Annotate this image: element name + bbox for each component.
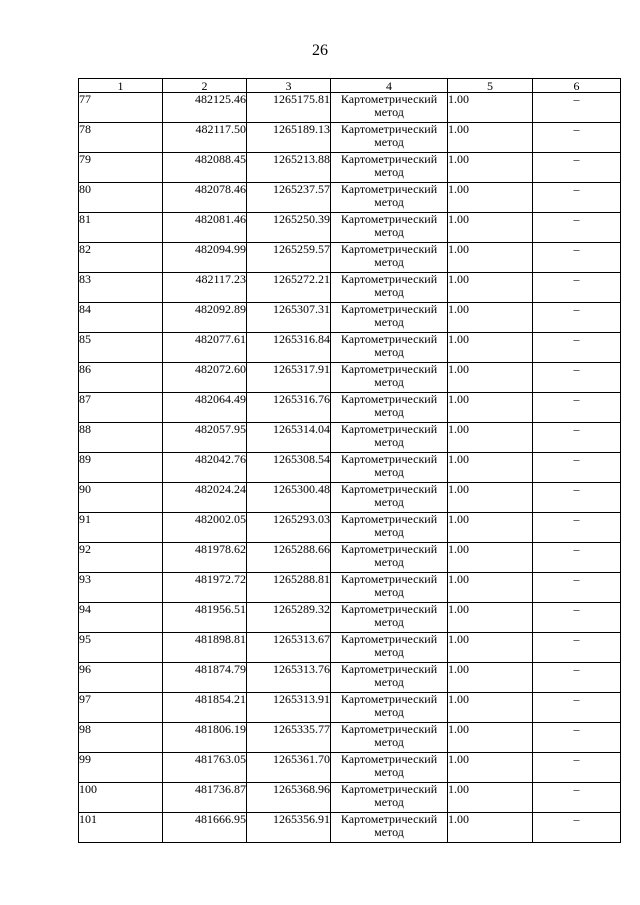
table-row: [79, 573, 621, 603]
y-coordinate-cell: 1265272.21: [247, 273, 331, 303]
column-header-6: 6: [533, 79, 621, 93]
note-cell: –: [533, 513, 621, 543]
x-coordinate-cell: 482072.60: [163, 363, 247, 393]
accuracy-cell: 1.00: [448, 453, 533, 483]
y-coordinate-cell: 1265316.76: [247, 393, 331, 423]
method-cell: Картометрический метод: [331, 453, 448, 483]
y-coordinate-cell: 1265313.76: [247, 663, 331, 693]
accuracy-cell: 1.00: [448, 603, 533, 633]
accuracy-cell: 1.00: [448, 693, 533, 723]
method-cell: Картометрический метод: [331, 303, 448, 333]
note-cell: –: [533, 333, 621, 363]
note-cell: –: [533, 753, 621, 783]
note-cell: –: [533, 453, 621, 483]
y-coordinate-cell: 1265175.81: [247, 93, 331, 123]
point-number-cell: 95: [79, 633, 163, 663]
x-coordinate-cell: 482024.24: [163, 483, 247, 513]
y-coordinate-cell: 1265368.96: [247, 783, 331, 813]
table-row: [79, 633, 621, 663]
x-coordinate-cell: 482064.49: [163, 393, 247, 423]
y-coordinate-cell: 1265250.39: [247, 213, 331, 243]
point-number-cell: 82: [79, 243, 163, 273]
accuracy-cell: 1.00: [448, 123, 533, 153]
point-number-cell: 86: [79, 363, 163, 393]
accuracy-cell: 1.00: [448, 723, 533, 753]
table-row: [79, 243, 621, 273]
y-coordinate-cell: 1265288.81: [247, 573, 331, 603]
table-row: [79, 393, 621, 423]
table-row: [79, 513, 621, 543]
column-header-3: 3: [247, 79, 331, 93]
x-coordinate-cell: 481806.19: [163, 723, 247, 753]
y-coordinate-cell: 1265237.57: [247, 183, 331, 213]
accuracy-cell: 1.00: [448, 93, 533, 123]
point-number-cell: 88: [79, 423, 163, 453]
table-row: [79, 663, 621, 693]
accuracy-cell: 1.00: [448, 663, 533, 693]
point-number-cell: 80: [79, 183, 163, 213]
method-cell: Картометрический метод: [331, 243, 448, 273]
table-row: [79, 423, 621, 453]
note-cell: –: [533, 243, 621, 273]
x-coordinate-cell: 482117.50: [163, 123, 247, 153]
method-cell: Картометрический метод: [331, 423, 448, 453]
note-cell: –: [533, 693, 621, 723]
table-row: [79, 783, 621, 813]
note-cell: –: [533, 153, 621, 183]
method-cell: Картометрический метод: [331, 753, 448, 783]
x-coordinate-cell: 482077.61: [163, 333, 247, 363]
note-cell: –: [533, 93, 621, 123]
note-cell: –: [533, 723, 621, 753]
method-cell: Картометрический метод: [331, 693, 448, 723]
point-number-cell: 99: [79, 753, 163, 783]
y-coordinate-cell: 1265361.70: [247, 753, 331, 783]
table-row: [79, 753, 621, 783]
table-row: [79, 123, 621, 153]
accuracy-cell: 1.00: [448, 783, 533, 813]
table-header-row: [79, 79, 621, 93]
table-row: [79, 453, 621, 483]
point-number-cell: 83: [79, 273, 163, 303]
y-coordinate-cell: 1265289.32: [247, 603, 331, 633]
accuracy-cell: 1.00: [448, 153, 533, 183]
note-cell: –: [533, 273, 621, 303]
table-row: [79, 603, 621, 633]
method-cell: Картометрический метод: [331, 183, 448, 213]
x-coordinate-cell: 481898.81: [163, 633, 247, 663]
point-number-cell: 92: [79, 543, 163, 573]
x-coordinate-cell: 481972.72: [163, 573, 247, 603]
point-number-cell: 90: [79, 483, 163, 513]
x-coordinate-cell: 481956.51: [163, 603, 247, 633]
table-row: [79, 213, 621, 243]
x-coordinate-cell: 482092.89: [163, 303, 247, 333]
method-cell: Картометрический метод: [331, 363, 448, 393]
x-coordinate-cell: 482125.46: [163, 93, 247, 123]
point-number-cell: 94: [79, 603, 163, 633]
table-body: [79, 93, 621, 843]
y-coordinate-cell: 1265259.57: [247, 243, 331, 273]
point-number-cell: 93: [79, 573, 163, 603]
x-coordinate-cell: 482078.46: [163, 183, 247, 213]
note-cell: –: [533, 423, 621, 453]
method-cell: Картометрический метод: [331, 723, 448, 753]
x-coordinate-cell: 482057.95: [163, 423, 247, 453]
table-row: [79, 153, 621, 183]
x-coordinate-cell: 481854.21: [163, 693, 247, 723]
accuracy-cell: 1.00: [448, 483, 533, 513]
method-cell: Картометрический метод: [331, 393, 448, 423]
point-number-cell: 87: [79, 393, 163, 423]
point-number-cell: 89: [79, 453, 163, 483]
x-coordinate-cell: 482117.23: [163, 273, 247, 303]
method-cell: Картометрический метод: [331, 783, 448, 813]
point-number-cell: 78: [79, 123, 163, 153]
point-number-cell: 85: [79, 333, 163, 363]
x-coordinate-cell: 481874.79: [163, 663, 247, 693]
accuracy-cell: 1.00: [448, 513, 533, 543]
accuracy-cell: 1.00: [448, 213, 533, 243]
note-cell: –: [533, 213, 621, 243]
note-cell: –: [533, 663, 621, 693]
accuracy-cell: 1.00: [448, 573, 533, 603]
note-cell: –: [533, 633, 621, 663]
note-cell: –: [533, 363, 621, 393]
accuracy-cell: 1.00: [448, 753, 533, 783]
y-coordinate-cell: 1265213.88: [247, 153, 331, 183]
y-coordinate-cell: 1265189.13: [247, 123, 331, 153]
table-row: [79, 333, 621, 363]
accuracy-cell: 1.00: [448, 273, 533, 303]
table-row: [79, 303, 621, 333]
note-cell: –: [533, 573, 621, 603]
accuracy-cell: 1.00: [448, 243, 533, 273]
y-coordinate-cell: 1265293.03: [247, 513, 331, 543]
table-row: [79, 543, 621, 573]
accuracy-cell: 1.00: [448, 303, 533, 333]
x-coordinate-cell: 482081.46: [163, 213, 247, 243]
x-coordinate-cell: 482042.76: [163, 453, 247, 483]
y-coordinate-cell: 1265307.31: [247, 303, 331, 333]
point-number-cell: 101: [79, 813, 163, 843]
y-coordinate-cell: 1265314.04: [247, 423, 331, 453]
point-number-cell: 97: [79, 693, 163, 723]
y-coordinate-cell: 1265317.91: [247, 363, 331, 393]
method-cell: Картометрический метод: [331, 123, 448, 153]
y-coordinate-cell: 1265313.67: [247, 633, 331, 663]
note-cell: –: [533, 183, 621, 213]
page-number: 26: [312, 42, 328, 59]
method-cell: Картометрический метод: [331, 213, 448, 243]
y-coordinate-cell: 1265335.77: [247, 723, 331, 753]
note-cell: –: [533, 303, 621, 333]
accuracy-cell: 1.00: [448, 813, 533, 843]
method-cell: Картометрический метод: [331, 273, 448, 303]
point-number-cell: 84: [79, 303, 163, 333]
note-cell: –: [533, 783, 621, 813]
method-cell: Картометрический метод: [331, 543, 448, 573]
note-cell: –: [533, 603, 621, 633]
x-coordinate-cell: 481736.87: [163, 783, 247, 813]
note-cell: –: [533, 483, 621, 513]
method-cell: Картометрический метод: [331, 633, 448, 663]
point-number-cell: 81: [79, 213, 163, 243]
point-number-cell: 96: [79, 663, 163, 693]
note-cell: –: [533, 393, 621, 423]
table-row: [79, 483, 621, 513]
method-cell: Картометрический метод: [331, 573, 448, 603]
column-header-2: 2: [163, 79, 247, 93]
x-coordinate-cell: 481666.95: [163, 813, 247, 843]
note-cell: –: [533, 543, 621, 573]
note-cell: –: [533, 813, 621, 843]
y-coordinate-cell: 1265356.91: [247, 813, 331, 843]
x-coordinate-cell: 482088.45: [163, 153, 247, 183]
accuracy-cell: 1.00: [448, 543, 533, 573]
accuracy-cell: 1.00: [448, 363, 533, 393]
table-row: [79, 93, 621, 123]
table-row: [79, 693, 621, 723]
x-coordinate-cell: 482002.05: [163, 513, 247, 543]
column-header-4: 4: [331, 79, 448, 93]
y-coordinate-cell: 1265313.91: [247, 693, 331, 723]
table-row: [79, 273, 621, 303]
y-coordinate-cell: 1265288.66: [247, 543, 331, 573]
x-coordinate-cell: 482094.99: [163, 243, 247, 273]
point-number-cell: 79: [79, 153, 163, 183]
accuracy-cell: 1.00: [448, 423, 533, 453]
method-cell: Картометрический метод: [331, 603, 448, 633]
table-row: [79, 363, 621, 393]
y-coordinate-cell: 1265300.48: [247, 483, 331, 513]
method-cell: Картометрический метод: [331, 153, 448, 183]
accuracy-cell: 1.00: [448, 183, 533, 213]
point-number-cell: 77: [79, 93, 163, 123]
method-cell: Картометрический метод: [331, 93, 448, 123]
accuracy-cell: 1.00: [448, 393, 533, 423]
method-cell: Картометрический метод: [331, 813, 448, 843]
x-coordinate-cell: 481978.62: [163, 543, 247, 573]
accuracy-cell: 1.00: [448, 333, 533, 363]
method-cell: Картометрический метод: [331, 333, 448, 363]
point-number-cell: 91: [79, 513, 163, 543]
table-row: [79, 813, 621, 843]
y-coordinate-cell: 1265316.84: [247, 333, 331, 363]
note-cell: –: [533, 123, 621, 153]
method-cell: Картометрический метод: [331, 483, 448, 513]
table-row: [79, 723, 621, 753]
method-cell: Картометрический метод: [331, 663, 448, 693]
column-header-1: 1: [79, 79, 163, 93]
point-number-cell: 100: [79, 783, 163, 813]
column-header-5: 5: [448, 79, 533, 93]
coordinates-table: [78, 78, 621, 843]
method-cell: Картометрический метод: [331, 513, 448, 543]
accuracy-cell: 1.00: [448, 633, 533, 663]
y-coordinate-cell: 1265308.54: [247, 453, 331, 483]
point-number-cell: 98: [79, 723, 163, 753]
table-row: [79, 183, 621, 213]
x-coordinate-cell: 481763.05: [163, 753, 247, 783]
